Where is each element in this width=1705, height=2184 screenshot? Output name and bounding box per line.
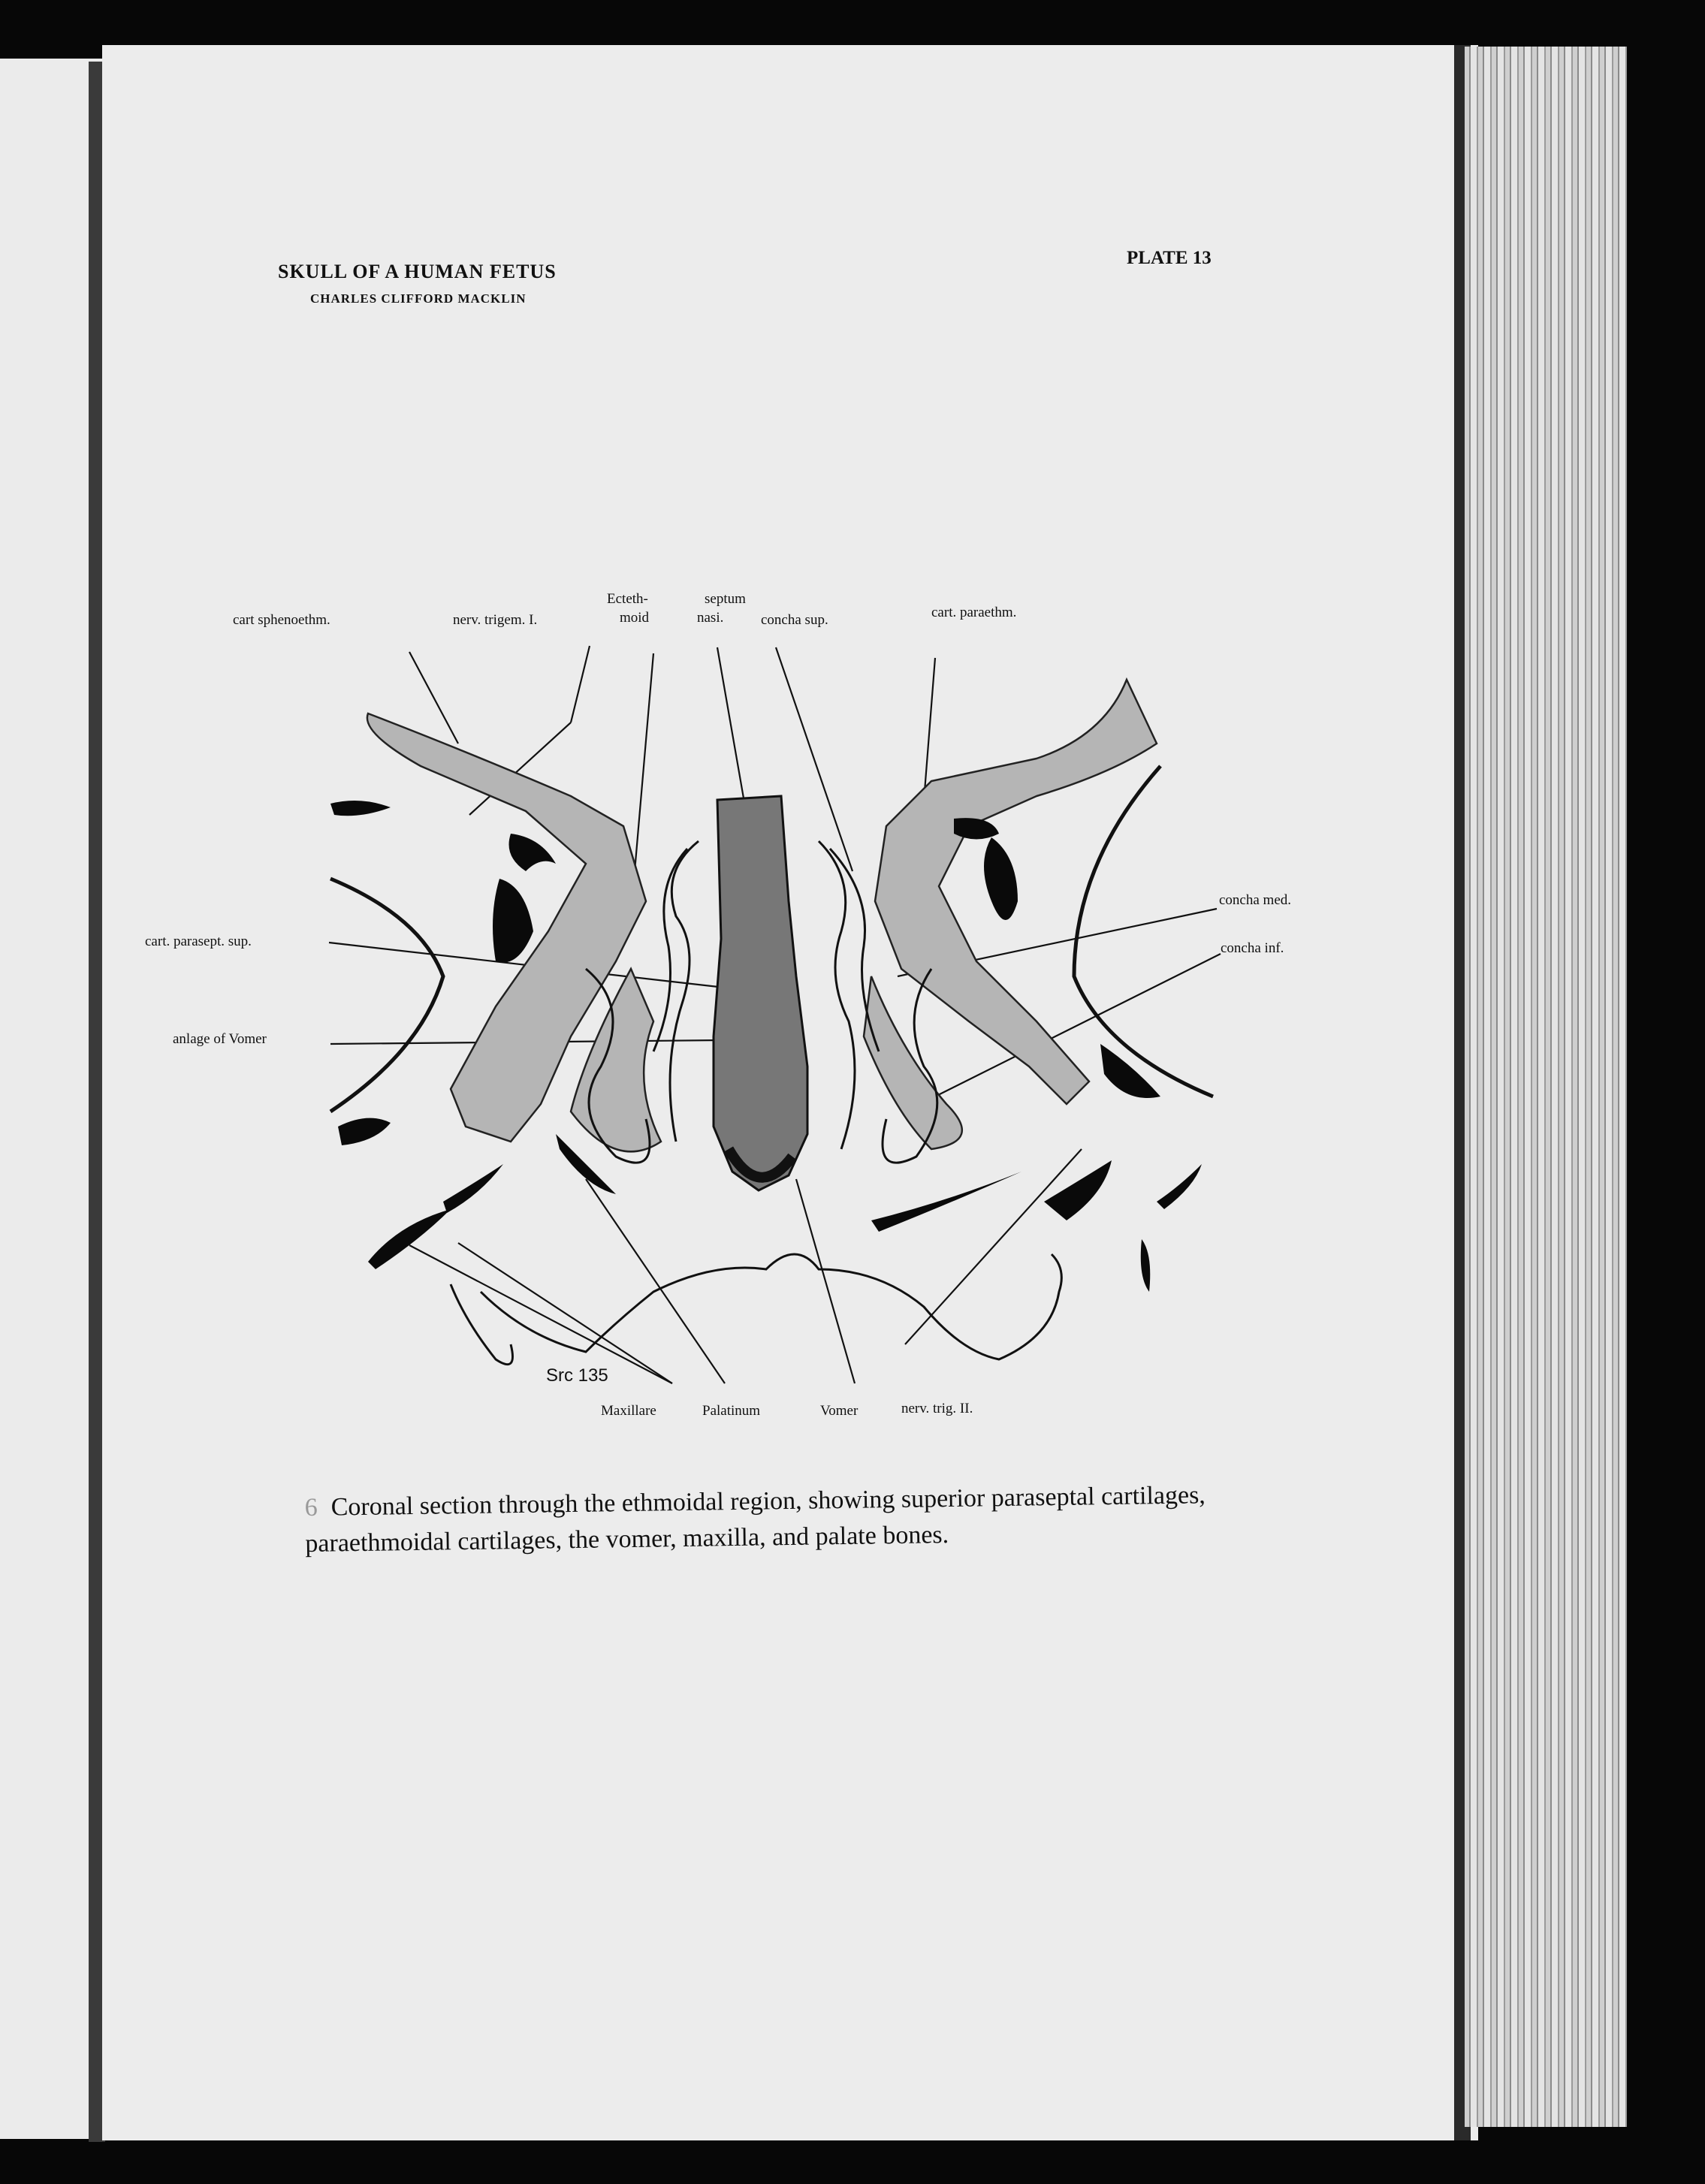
label-nerv-trigem: nerv. trigem. I.	[453, 612, 538, 628]
figure-caption	[304, 1477, 1274, 1562]
label-concha-sup: concha sup.	[761, 612, 828, 628]
label-concha-med: concha med.	[1219, 892, 1292, 908]
label-septum: septum	[705, 591, 746, 607]
plate-title: SKULL OF A HUMAN FETUS	[278, 261, 557, 282]
label-cart-paraethm: cart. paraethm.	[931, 605, 1017, 620]
palate-outline	[451, 1254, 1061, 1365]
label-ecteth-moid: moid	[620, 610, 650, 626]
label-septum-nasi: nasi.	[697, 610, 724, 626]
label-concha-inf: concha inf.	[1221, 940, 1284, 956]
plate-author: CHARLES CLIFFORD MACKLIN	[310, 291, 527, 306]
nasal-septum	[714, 796, 807, 1190]
label-nerv-trig-ii: nerv. trig. II.	[901, 1401, 973, 1416]
label-vomer: Vomer	[820, 1403, 859, 1419]
label-ecteth: Ecteth-	[607, 591, 648, 607]
label-palatinum: Palatinum	[702, 1403, 761, 1419]
label-src: Src 135	[546, 1365, 608, 1386]
label-cart-sphenoethm: cart sphenoethm.	[233, 612, 330, 628]
label-cart-parasept-sup: cart. parasept. sup.	[145, 934, 252, 949]
label-anlage-vomer: anlage of Vomer	[173, 1031, 267, 1047]
caption-text: Coronal section through the ethmoidal region, showing superior paraseptal cartilages, paraethmoidal cartilages, the vomer, maxilla, and palate bones.	[305, 1481, 1206, 1558]
figure-number: 6	[304, 1493, 318, 1522]
label-maxillare: Maxillare	[601, 1403, 656, 1419]
plate-number: PLATE 13	[1127, 248, 1212, 268]
